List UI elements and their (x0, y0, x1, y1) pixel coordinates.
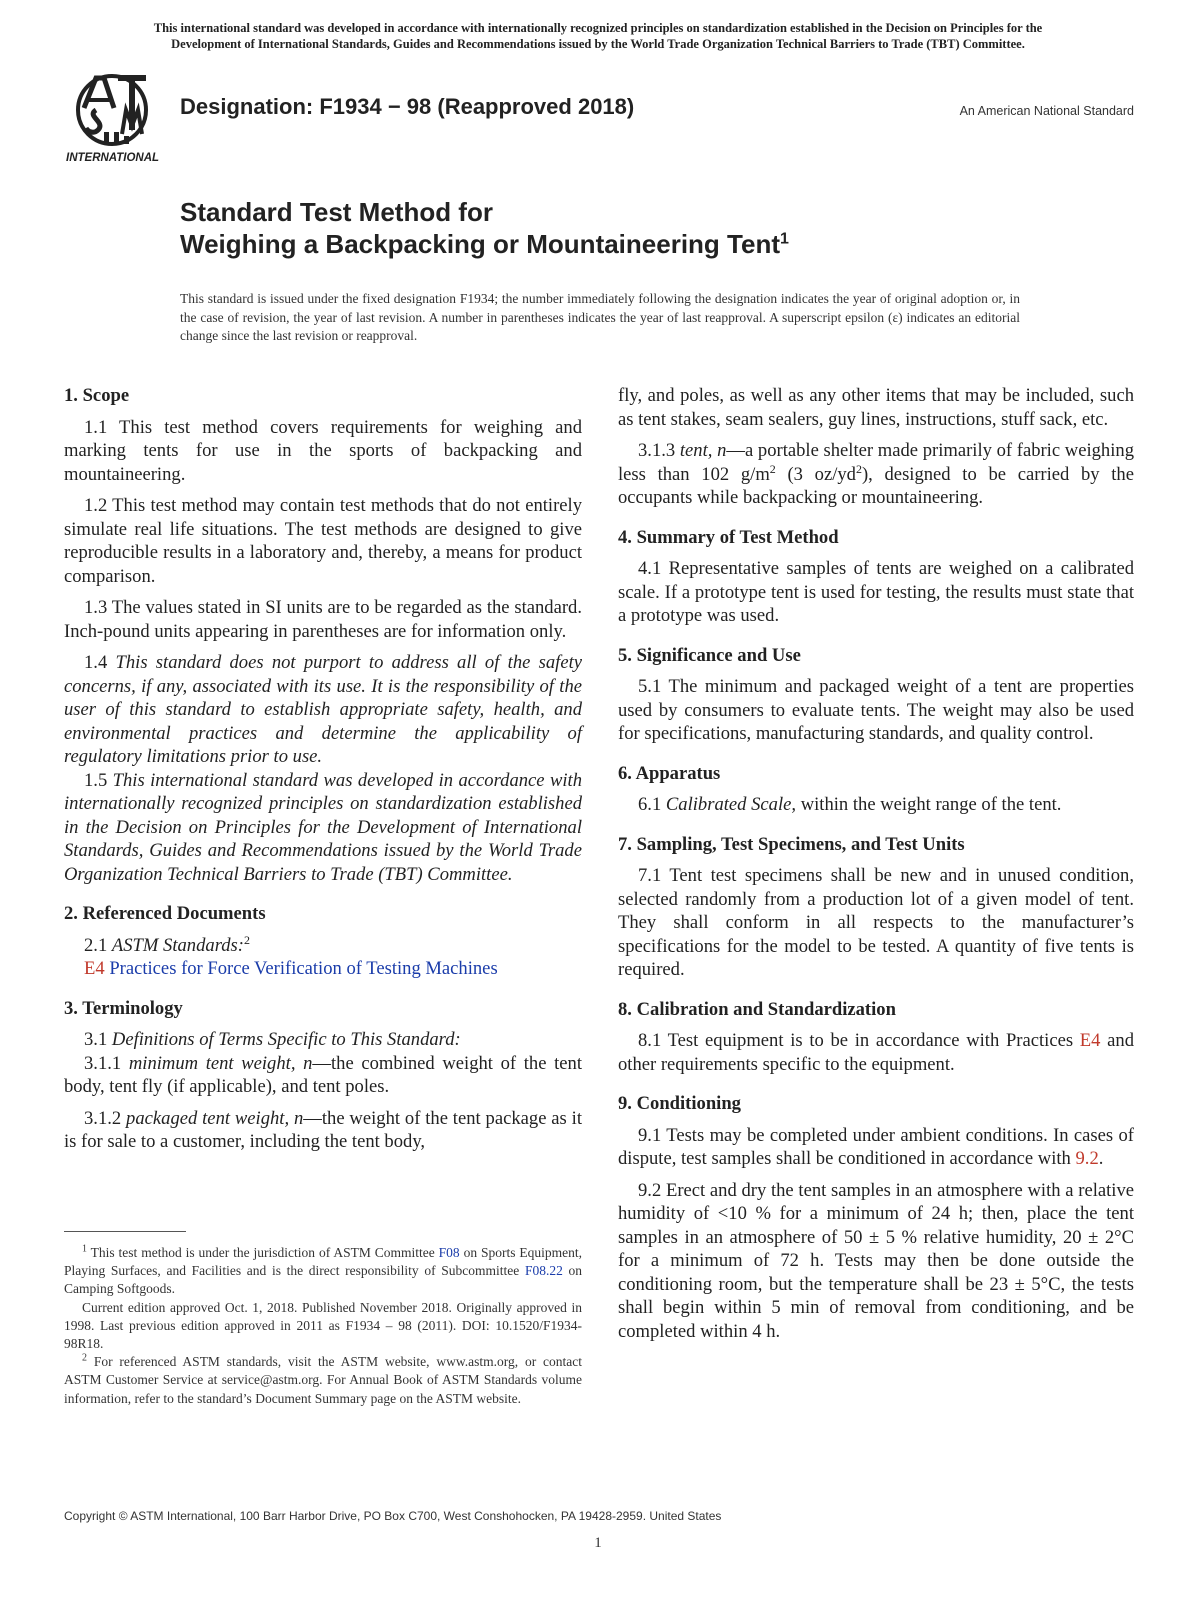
title-footnote-mark: 1 (780, 230, 789, 248)
footnote-2-italic: Annual Book of ASTM Standards (349, 1372, 538, 1388)
scope-1-3: 1.3 The values stated in SI units are to be regarded as the standard. Inch-pound units appearing in parentheses are for information only. (64, 597, 582, 642)
title-line-1: Standard Test Method for (180, 197, 493, 227)
apparatus-6-1-term: Calibrated Scale, (665, 794, 797, 815)
section-referenced-heading: 2. Referenced Documents (64, 903, 266, 924)
terminology-3-1-3-sup-2: 2 (855, 461, 862, 476)
terminology-3-1-text: Definitions of Terms Specific to This Standard: (111, 1029, 461, 1050)
section-calibration-heading: 8. Calibration and Standardization (618, 998, 896, 1020)
footnote-1-link-f08[interactable]: F08 (438, 1245, 460, 1260)
terminology-3-1-3-text-a: —a portable shelter made primarily of fabric weighing less than 102 g/m (618, 440, 1134, 485)
terminology-3-1-2-continued: fly, and poles, as well as any other items that may be included, such as tent stakes, seam sealers, guy lines, instructions, stuff sack, etc. (618, 385, 1134, 430)
national-standard-label: An American National Standard (959, 104, 1134, 118)
title-line-2-text: Weighing a Backpacking or Mountaineering Tent (180, 229, 780, 259)
terminology-3-1-1 (64, 1052, 582, 1099)
scope-1-5-num: 1.5 (84, 769, 108, 791)
terminology-3-1-3 (618, 439, 1134, 510)
astm-logo-graphic (66, 70, 168, 166)
calibration-8-1 (618, 1029, 1134, 1076)
section-scope-heading: 1. Scope (64, 385, 130, 406)
footnote-2 (64, 1353, 582, 1408)
scope-1-2: 1.2 This test method may contain test methods that do not entirely simulate real life situations. The test methods are designed to give reproducible results in a laboratory and, thereby, a means for product comparison. (64, 495, 582, 587)
calibration-e4-link[interactable]: E4 (1079, 1030, 1101, 1051)
footnote-2-mark: 2 (82, 1352, 87, 1364)
title-line-2 (180, 228, 789, 260)
referenced-2-1-num: 2.1 (84, 934, 108, 956)
issue-note: This standard is issued under the fixed designation F1934; the number immediately following the designation indicates the year of original adoption or, in the case of revision, the year of last revision. A number in parentheses indicates the year of last reapproval. A superscript epsilon (ε) indicates an editorial change since the last revision or reapproval. (180, 291, 1020, 343)
section-terminology-heading: 3. Terminology (64, 997, 183, 1019)
terminology-3-1-num: 3.1 (84, 1029, 108, 1050)
footnote-1-mark: 1 (82, 1243, 87, 1255)
footnote-1 (64, 1244, 582, 1299)
terminology-3-1-3-text-c: ), designed to be carried by the occupants while backpacking or mountaineering. (618, 463, 1134, 508)
scope-1-1: 1.1 This test method covers requirements for weighing and marking tents for use in the sports of backpacking and mountaineering. (64, 416, 582, 485)
astm-logo-icon (66, 70, 168, 166)
apparatus-6-1-num: 6.1 (638, 794, 662, 815)
terminology-3-1-3-num: 3.1.3 (638, 440, 676, 461)
footnotes (64, 1244, 582, 1408)
right-column (618, 384, 1134, 1351)
scope-1-5 (64, 769, 582, 887)
summary-4-1: 4.1 Representative samples of tents are weighed on a calibrated scale. If a prototype tent is used for testing, the results must state that a prototype was used. (618, 558, 1134, 626)
copyright-notice: Copyright © ASTM International, 100 Barr Harbor Drive, PO Box C700, West Conshohocken, PA 19428-2959. United States (64, 1509, 722, 1523)
footnote-divider (64, 1231, 186, 1232)
section-conditioning-heading: 9. Conditioning (618, 1093, 741, 1114)
section-summary-heading: 4. Summary of Test Method (618, 526, 839, 548)
footnote-1-text-a: This test method is under the jurisdiction of ASTM Committee (87, 1245, 439, 1260)
terminology-3-1-2-text: —the weight of the tent package as it is for sale to a customer, including the tent body, (64, 1107, 582, 1152)
reference-e4-title[interactable]: Practices for Force Verification of Testing Machines (109, 958, 498, 979)
referenced-2-1 (64, 934, 582, 958)
conditioning-9-1 (618, 1124, 1134, 1171)
significance-5-1: 5.1 The minimum and packaged weight of a tent are properties used by consumers to evaluate tents. The weight may also be used for specifications, manufacturing standards, and quality control. (618, 676, 1134, 744)
notice-line-2: Development of International Standards, Guides and Recommendations issued by the World Trade Organization Technical Barriers to Trade (TBT) Committee. (171, 37, 1025, 51)
section-sampling-heading: 7. Sampling, Test Specimens, and Test Units (618, 833, 965, 855)
scope-1-4 (64, 651, 582, 769)
footnote-2-text-a: For referenced ASTM standards, visit the ASTM website, www.astm.org, or contact ASTM Customer Service at service@astm.org. For (64, 1354, 582, 1388)
terminology-3-1-3-text-b: (3 oz/yd (775, 463, 856, 485)
scope-1-4-text: This standard does not purport to address all of the safety concerns, if any, associated with its use. It is the responsibility of the user of this standard to establish appropriate safety, health, and environmental practices and determine the applicability of regulatory limitations prior to use. (64, 652, 582, 767)
calibration-8-1-text-a: 8.1 Test equipment is to be in accordance with Practices (638, 1030, 1080, 1051)
left-column (64, 384, 582, 1162)
section-significance-heading: 5. Significance and Use (618, 644, 801, 666)
terminology-3-1-1-text: —the combined weight of the tent body, tent fly (if applicable), and tent poles. (64, 1052, 582, 1097)
designation: Designation: F1934 − 98 (Reapproved 2018) (180, 94, 635, 119)
referenced-footnote-mark: 2 (243, 932, 250, 947)
logo-wordmark: INTERNATIONAL (66, 152, 160, 164)
terminology-3-1-2-term: packaged tent weight, n (126, 1107, 304, 1129)
reference-e4-code[interactable]: E4 (84, 958, 105, 979)
apparatus-6-1 (618, 793, 1134, 817)
terminology-3-1-1-num: 3.1.1 (84, 1052, 122, 1074)
conditioning-9-2-link[interactable]: 9.2 (1075, 1148, 1099, 1169)
terminology-3-1-3-term: tent, n (679, 440, 727, 461)
calibration-8-1-text-b: and other requirements specific to the equipment. (618, 1030, 1134, 1075)
notice-line-1: This international standard was developed in accordance with internationally recognized principles on standardization established in the Decision on Principles for the (153, 21, 1043, 35)
sampling-7-1: 7.1 Tent test specimens shall be new and in unused condition, selected randomly from a production lot of a given model of tent. They shall conform in all respects to the manufacturer’s specifications for the model to be tested. A quantity of five tents is required. (618, 865, 1134, 980)
scope-1-5-text: This international standard was developed in accordance with internationally recognized principles on standardization established in the Decision on Principles for the Development of International Standards, Guides and Recommendations issued by the World Trade Organization Technical Barriers to Trade (TBT) Committee. (64, 769, 582, 885)
terminology-3-1-3-sup-1: 2 (769, 461, 776, 476)
footnote-1-text-b: on Sports Equipment, Playing Surfaces, and Facilities and is the direct responsibility of Subcommittee (64, 1245, 583, 1279)
footnote-1-link-f0822[interactable]: F08.22 (524, 1263, 563, 1279)
conditioning-9-1-text-a: 9.1 Tests may be completed under ambient conditions. In cases of dispute, test samples shall be conditioned in accordance with (618, 1124, 1134, 1169)
footnote-1-text-c: on Camping Softgoods. (64, 1263, 582, 1297)
apparatus-6-1-text: within the weight range of the tent. (796, 794, 1062, 815)
footnote-2-text-b: volume information, refer to the standard’s Document Summary page on the ASTM website. (64, 1372, 582, 1406)
page-number: 1 (594, 1535, 602, 1551)
top-notice (64, 20, 1132, 52)
footnote-edition: Current edition approved Oct. 1, 2018. Published November 2018. Originally approved in 1998. Last previous edition approved in 2011 as F1934 – 98 (2011). DOI: 10.1520/F1934-98R18. (64, 1299, 582, 1352)
page-title (180, 196, 789, 260)
reference-e4[interactable] (64, 957, 582, 981)
scope-1-4-num: 1.4 (84, 652, 108, 673)
conditioning-9-2: 9.2 Erect and dry the tent samples in an atmosphere with a relative humidity of <10 % for a minimum of 24 h; then, place the tent samples in an atmosphere of 50 ± 5 % relative humidity, 20 ± 2°C for a minimum of 72 h. Tests may then be done outside the conditioning room, but the temperature shall be 23 ± 5°C, the tests shall begin within 5 min of removal from conditioning, and be completed within 4 h. (618, 1179, 1134, 1342)
terminology-3-1 (64, 1028, 582, 1052)
terminology-3-1-2-num: 3.1.2 (84, 1107, 122, 1129)
conditioning-9-1-text-b: . (1098, 1148, 1104, 1169)
terminology-3-1-1-term: minimum tent weight, n (128, 1052, 313, 1074)
terminology-3-1-2 (64, 1107, 582, 1154)
referenced-2-1-text: ASTM Standards: (111, 934, 244, 956)
section-apparatus-heading: 6. Apparatus (618, 762, 721, 784)
